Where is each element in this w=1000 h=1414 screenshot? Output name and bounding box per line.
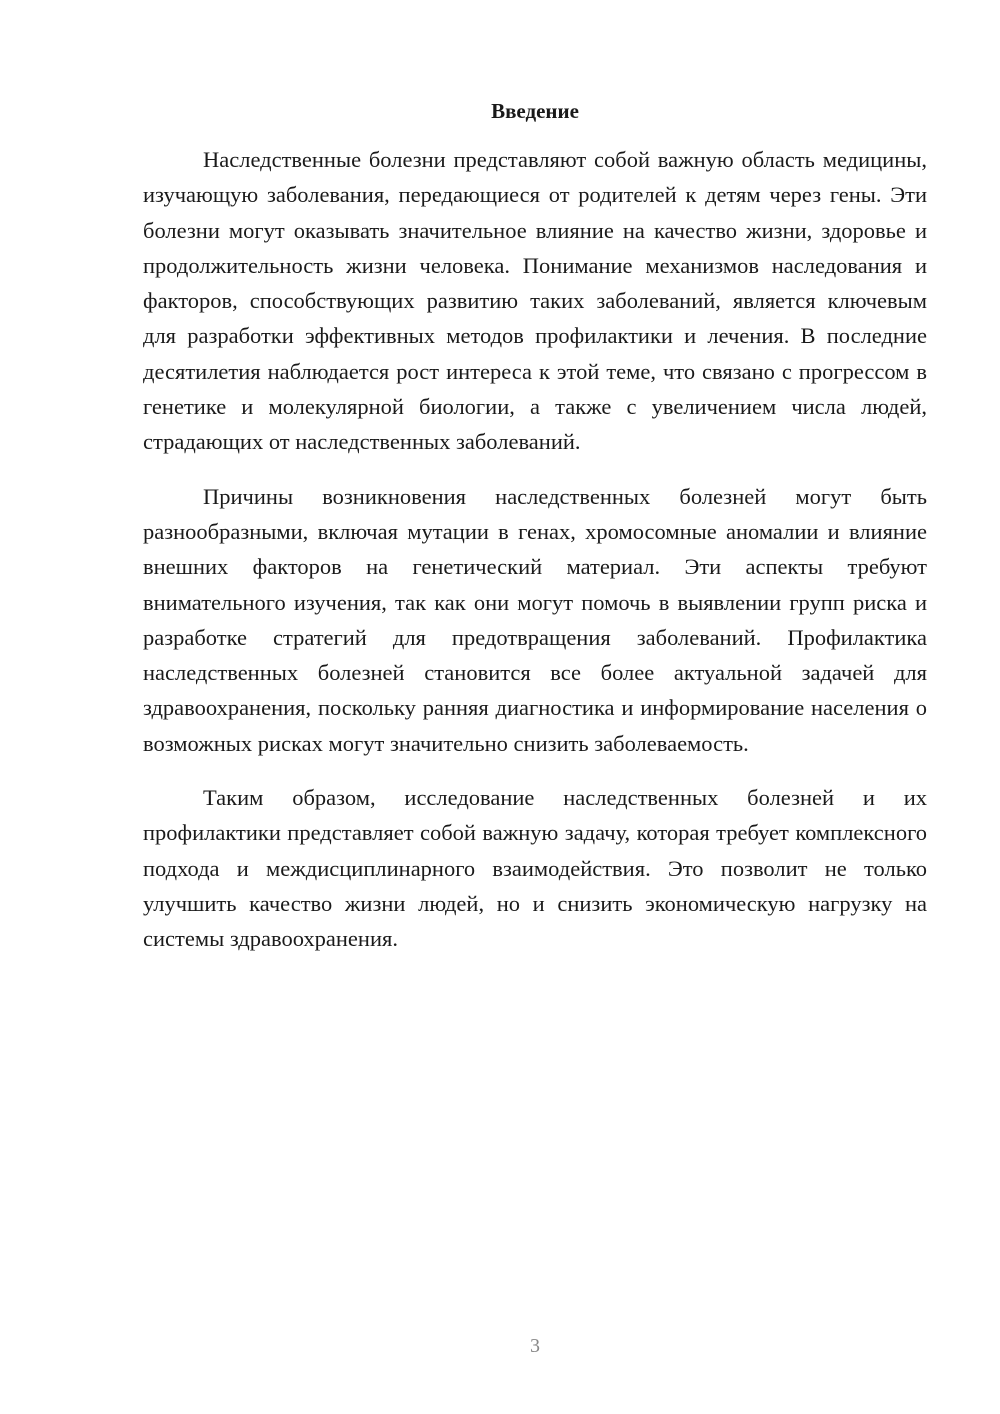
paragraph-causes: Причины возникновения наследственных болезней могут быть разнообразными, включая мутации в генах, хромосомные аномалии и влияние внешних факторов на генетический материал. Эти аспекты требуют внимательного изучения, так как они могут помочь в выявлении групп риска и разработке стратегий для предотвращения заболеваний. Профилактика наследственных болезней становится все более актуальной задачей для здравоохранения, поскольку ранняя диагностика и информирование населения о возможных рисках могут значительно снизить заболеваемость.	[143, 483, 927, 756]
paragraph-introduction: Наследственные болезни представляют собой важную область медицины, изучающую заболевания, передающиеся от родителей к детям через гены. Эти болезни могут оказывать значительное влияние на качество жизни, здоровье и продолжительность жизни человека. Понимание механизмов наследования и факторов, способствующих развитию таких заболеваний, является ключевым для разработки эффективных методов профилактики и лечения. В последние десятилетия наблюдается рост интереса к этой теме, что связано с прогрессом в генетике и молекулярной биологии, а также с увеличением числа людей, страдающих от наследственных заболеваний.	[143, 147, 927, 455]
body-text	[143, 142, 927, 976]
page-number: 3	[530, 1335, 540, 1357]
paragraph-conclusion: Таким образом, исследование наследственных болезней и их профилактики представляет собой важную задачу, которая требует комплексного подхода и междисциплинарного взаимодействия. Это позволит не только улучшить качество жизни людей, но и снизить экономическую нагрузку на системы здравоохранения.	[143, 785, 927, 952]
section-heading: Введение	[491, 99, 579, 123]
